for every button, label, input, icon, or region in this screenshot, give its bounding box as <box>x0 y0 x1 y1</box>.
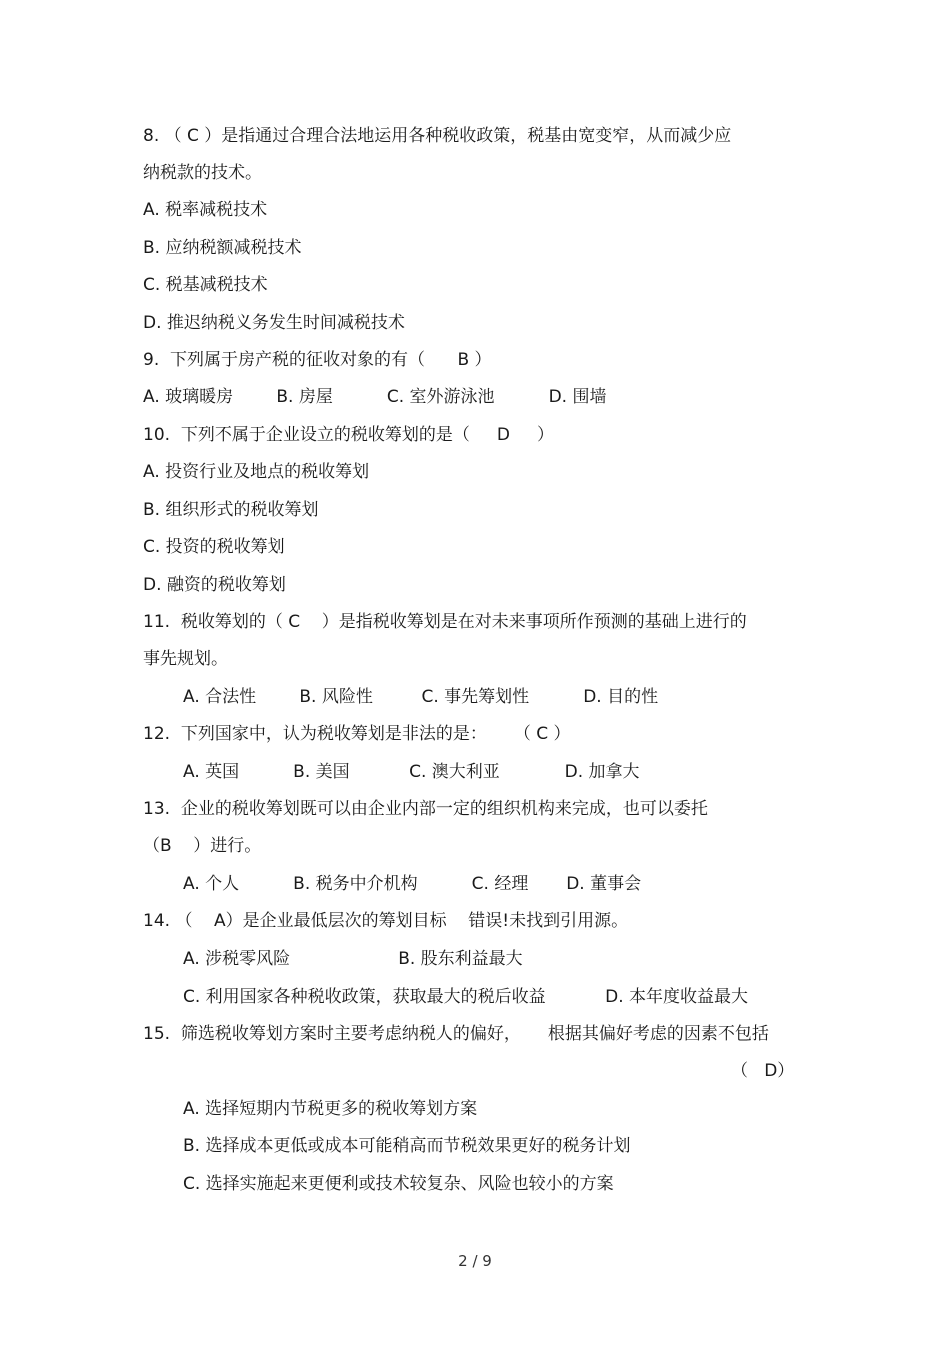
q14-stem: 14. （ A）是企业最低层次的筹划目标 错误!未找到引用源。 <box>143 911 629 931</box>
q8-stem-line2: 纳税款的技术。 <box>143 163 262 183</box>
q13-stem-line1: 13. 企业的税收筹划既可以由企业内部一定的组织机构来完成，也可以委托 <box>143 799 708 819</box>
q10-option-a: A. 投资行业及地点的税收筹划 <box>143 462 370 482</box>
q8-option-c: C. 税基减税技术 <box>143 275 268 295</box>
q8-option-a: A. 税率减税技术 <box>143 200 268 220</box>
q15-stem: 15. 筛选税收筹划方案时主要考虑纳税人的偏好， 根据其偏好考虑的因素不包括 <box>143 1024 769 1044</box>
q9-stem: 9. 下列属于房产税的征收对象的有（ B ） <box>143 350 492 370</box>
q10-option-b: B. 组织形式的税收筹划 <box>143 500 319 520</box>
q15-answer: （ D） <box>731 1061 795 1081</box>
q13-stem-line2: （B ）进行。 <box>143 836 262 856</box>
q11-options: A. 合法性 B. 风险性 C. 事先筹划性 D. 目的性 <box>183 687 659 707</box>
q15-option-b: B. 选择成本更低或成本可能稍高而节税效果更好的税务计划 <box>183 1136 631 1156</box>
q15-option-a: A. 选择短期内节税更多的税收筹划方案 <box>183 1099 478 1119</box>
q9-options: A. 玻璃暖房 B. 房屋 C. 室外游泳池 D. 围墙 <box>143 387 607 407</box>
q12-options: A. 英国 B. 美国 C. 澳大利亚 D. 加拿大 <box>183 762 640 782</box>
q14-options-ab: A. 涉税零风险 B. 股东利益最大 <box>183 949 523 969</box>
q10-stem: 10. 下列不属于企业设立的税收筹划的是（ D ） <box>143 425 554 445</box>
page-number: 2 / 9 <box>458 1252 492 1270</box>
q14-options-cd: C. 利用国家各种税收政策，获取最大的税后收益 D. 本年度收益最大 <box>183 987 749 1007</box>
q8-option-b: B. 应纳税额减税技术 <box>143 238 302 258</box>
q15-option-c: C. 选择实施起来更便利或技术较复杂、风险也较小的方案 <box>183 1174 614 1194</box>
q10-option-c: C. 投资的税收筹划 <box>143 537 285 557</box>
q8-stem-line1: 8. （ C ）是指通过合理合法地运用各种税收政策，税基由宽变窄，从而减少应 <box>143 126 732 146</box>
q11-stem-line1: 11. 税收筹划的（ C ）是指税收筹划是在对未来事项所作预测的基础上进行的 <box>143 612 747 632</box>
q13-options: A. 个人 B. 税务中介机构 C. 经理 D. 董事会 <box>183 874 642 894</box>
q11-stem-line2: 事先规划。 <box>143 649 228 669</box>
q8-option-d: D. 推迟纳税义务发生时间减税技术 <box>143 313 405 333</box>
q10-option-d: D. 融资的税收筹划 <box>143 575 286 595</box>
q12-stem: 12. 下列国家中，认为税收筹划是非法的是： （ C ） <box>143 724 571 744</box>
